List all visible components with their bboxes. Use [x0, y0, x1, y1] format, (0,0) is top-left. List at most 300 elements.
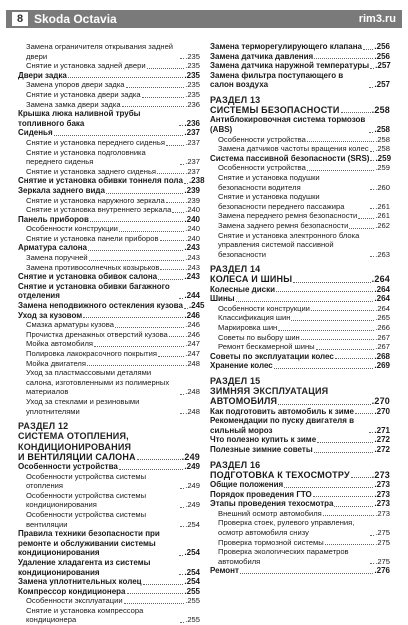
dot-leader [314, 58, 373, 59]
toc-entry[interactable] [210, 490, 390, 500]
entry-title: Снятие и установка подголовника переднего сиденья [26, 147, 146, 167]
page-ref: .235 [185, 61, 200, 71]
toc-entry[interactable] [18, 462, 200, 472]
page-ref: .264 [374, 294, 390, 304]
section-entry[interactable] [210, 470, 390, 480]
toc-entry[interactable] [210, 285, 390, 295]
page-ref: .237 [184, 128, 200, 138]
dot-leader [137, 459, 181, 460]
page-ref: .243 [185, 253, 200, 263]
toc-entry[interactable] [18, 61, 200, 71]
toc-entry[interactable] [18, 301, 205, 311]
dot-leader [166, 202, 185, 203]
toc-entry[interactable] [18, 253, 200, 263]
toc-entry[interactable] [210, 566, 390, 576]
page-ref: .273 [374, 480, 390, 490]
page-ref: .240 [185, 233, 200, 243]
entry-title: Мойка двигателя [26, 358, 86, 368]
page-ref: .275 [375, 527, 390, 537]
entry-title: Замена неподвижного остекления кузова [18, 301, 183, 311]
page-ref: .237 [185, 166, 200, 176]
entry-title: Замена поручней [26, 253, 88, 263]
toc-entry[interactable] [210, 231, 390, 260]
page-ref: .255 [184, 586, 200, 596]
toc-entry[interactable] [210, 407, 390, 417]
entry-title: Удаление хладагента из системы кондиционирования [18, 557, 151, 577]
toc-entry[interactable] [18, 596, 200, 606]
page-ref: .246 [185, 320, 200, 330]
page-ref: .273 [374, 489, 390, 499]
entry-title: Этапы проведения техосмотра [210, 499, 334, 509]
dot-leader [370, 189, 374, 190]
toc-entry[interactable] [210, 163, 390, 173]
toc-entry[interactable] [210, 538, 390, 548]
dot-leader [363, 49, 373, 50]
entry-title: Проверка тормозной системы [218, 537, 324, 547]
page-ref: .260 [375, 182, 390, 192]
toc-entry[interactable] [18, 320, 200, 330]
dot-leader [236, 301, 374, 302]
entry-title: Зеркала заднего вида [18, 185, 105, 195]
toc-entry[interactable] [210, 435, 390, 445]
toc-column-right [210, 42, 390, 576]
entry-title: Советы по выбору шин [218, 332, 300, 342]
page-ref: .270 [371, 396, 390, 407]
toc-entry[interactable] [210, 135, 390, 145]
toc-entry[interactable] [210, 499, 390, 509]
toc-entry[interactable] [18, 368, 200, 397]
toc-entry[interactable] [18, 215, 200, 225]
page-ref: .258 [371, 105, 390, 116]
toc-entry[interactable] [210, 509, 390, 519]
entry-title: Особенности устройства системы отопления [26, 471, 147, 491]
page-ref: .273 [374, 499, 390, 509]
entry-title: Особенности устройства системы кондиционирования [26, 490, 147, 510]
entry-title: Полезные зимние советы [210, 445, 313, 455]
page-number: 8 [12, 12, 28, 26]
toc-entry[interactable] [210, 61, 390, 71]
toc-entry[interactable] [210, 313, 390, 323]
toc-entry[interactable] [210, 221, 390, 231]
page-ref: .271 [374, 425, 390, 435]
page-ref: .264 [375, 303, 390, 313]
entry-title: Замена уплотнительных колец [18, 577, 142, 587]
toc-entry[interactable] [210, 294, 390, 304]
site-name: rim3.ru [358, 13, 396, 25]
dot-leader [180, 413, 184, 414]
entry-title: Система пассивной безопасности (SRS) [210, 153, 370, 163]
toc-entry[interactable] [18, 587, 200, 597]
entry-title: Снятие и установка компрессора кондиционера [26, 605, 144, 625]
page-ref: .243 [184, 243, 200, 253]
entry-title: Особенности эксплуатации [26, 596, 123, 606]
toc-entry[interactable] [18, 224, 200, 234]
page-ref: .255 [185, 615, 200, 625]
page-ref: .249 [181, 451, 200, 462]
dot-leader [122, 106, 185, 107]
page-ref: .258 [375, 134, 390, 144]
dot-leader [274, 368, 374, 369]
toc-entry[interactable] [210, 352, 390, 362]
entry-title: Особенности конструкции [218, 303, 310, 313]
dot-leader [293, 282, 370, 283]
dot-leader [169, 336, 184, 337]
page-ref: .265 [375, 313, 390, 323]
toc-entry[interactable] [18, 80, 200, 90]
toc-entry[interactable] [18, 138, 200, 148]
toc-entry[interactable] [18, 558, 200, 577]
entry-title: Замена упоров двери задка [26, 80, 125, 90]
entry-title: Прочистка дренажных отверстий кузова [26, 329, 168, 339]
entry-title: Порядок проведения ГТО [210, 489, 312, 499]
section-title-line: КОЛЕСА И ШИНЫ [210, 274, 293, 285]
toc-entry[interactable] [18, 330, 200, 340]
page-ref: .246 [184, 310, 200, 320]
page-ref: .267 [375, 332, 390, 342]
dot-leader [147, 68, 185, 69]
entry-title: Замена датчиков частоты вращения колес [218, 144, 369, 154]
entry-title: Особенности устройства [218, 163, 306, 173]
page-ref: .258 [374, 124, 390, 134]
page-ref: .238 [188, 176, 205, 186]
dot-leader [323, 515, 374, 516]
dot-leader [317, 442, 373, 443]
section-title-line: И ВЕНТИЛЯЦИИ САЛОНА [18, 451, 136, 462]
dot-leader [87, 365, 184, 366]
section-number: РАЗДЕЛ 13 [210, 94, 261, 105]
page-ref: .243 [185, 262, 200, 272]
dot-leader [276, 291, 373, 292]
entry-title: Снятие и установка двери задка [26, 89, 141, 99]
page-ref: .275 [375, 556, 390, 566]
entry-title: Что полезно купить к зиме [210, 435, 317, 445]
dot-leader [335, 358, 374, 359]
page-ref: .236 [185, 99, 200, 109]
toc-entry[interactable] [210, 42, 390, 52]
page-ref: .264 [371, 274, 390, 285]
toc-entry[interactable] [18, 100, 200, 110]
page-ref: .256 [374, 51, 390, 61]
dot-leader [180, 622, 184, 623]
toc-entry[interactable] [210, 52, 390, 62]
dot-leader [180, 507, 184, 508]
page-ref: .249 [185, 500, 200, 510]
dot-leader [370, 208, 374, 209]
toc-entry[interactable] [210, 304, 390, 314]
page-ref: .249 [184, 461, 200, 471]
entry-title: Снятие и установка наружного зеркала [26, 195, 165, 205]
toc-entry[interactable] [18, 359, 200, 369]
dot-leader [240, 573, 373, 574]
dot-leader [160, 240, 185, 241]
toc-entry[interactable] [210, 342, 390, 352]
page-ref: .269 [374, 361, 390, 371]
dot-leader [325, 544, 375, 545]
dot-leader [369, 87, 373, 88]
toc-entry[interactable] [18, 205, 200, 215]
dot-leader [355, 413, 373, 414]
toc-entry[interactable] [18, 167, 200, 177]
toc-entry[interactable] [18, 186, 200, 196]
section-title-line: СИСТЕМА ОТОПЛЕНИЯ, [18, 431, 129, 442]
toc-entry[interactable] [210, 547, 390, 566]
page-ref: .272 [374, 445, 390, 455]
page-ref: .258 [375, 144, 390, 154]
toc-entry[interactable] [18, 472, 200, 491]
dot-leader [316, 349, 375, 350]
toc-entry[interactable] [210, 173, 390, 192]
toc-entry[interactable] [210, 333, 390, 343]
section-title-line: ЗИМНЯЯ ЭКСПЛУАТАЦИЯ [210, 386, 329, 397]
dot-leader [358, 218, 374, 219]
dot-leader [369, 432, 373, 433]
dot-leader [54, 135, 184, 136]
toc-entry[interactable] [210, 115, 390, 134]
page-ref: .254 [184, 548, 200, 558]
entry-title: Панель приборов [18, 214, 89, 224]
dot-leader [180, 488, 184, 489]
page-ref: .261 [375, 211, 390, 221]
dot-leader [278, 330, 374, 331]
dot-leader [89, 260, 185, 261]
toc-entry[interactable] [18, 109, 200, 128]
page-ref: .249 [185, 481, 200, 491]
entry-title: Проверка стоек, рулевого управления, осмотр автомобиля снизу [218, 518, 355, 537]
toc-entry[interactable] [18, 71, 200, 81]
page-ref: .268 [374, 351, 390, 361]
toc-entry[interactable] [18, 272, 200, 282]
page-ref: .255 [185, 596, 200, 606]
page-ref: .237 [185, 137, 200, 147]
entry-title: Снятие и установка обивок салона [18, 272, 158, 282]
page-ref: .235 [185, 51, 200, 61]
dot-leader [94, 346, 184, 347]
entry-title: Особенности конструкции [26, 224, 118, 234]
entry-title: Замена датчика давления [210, 51, 314, 61]
toc-entry[interactable] [210, 361, 390, 371]
dot-leader [301, 339, 374, 340]
entry-title: Замена датчика наружной температуры [210, 61, 370, 71]
toc-entry[interactable] [210, 323, 390, 333]
entry-title: Как подготовить автомобиль к зиме [210, 406, 354, 416]
dot-leader [127, 593, 184, 594]
page-ref: .259 [375, 153, 392, 163]
dot-leader [142, 97, 185, 98]
entry-title: Замена заднего ремня безопасности [218, 220, 349, 230]
dot-leader [184, 308, 188, 309]
dot-leader [278, 404, 371, 405]
toc-entry[interactable] [18, 577, 200, 587]
section-number: РАЗДЕЛ 12 [18, 421, 69, 432]
book-title: Skoda Octavia [34, 12, 117, 26]
dot-leader [313, 496, 374, 497]
dot-leader [291, 320, 374, 321]
dot-leader [370, 256, 374, 257]
entry-title: Арматура салона [18, 243, 87, 253]
page-ref: .235 [184, 70, 200, 80]
page-ref: .247 [185, 349, 200, 358]
dot-leader [68, 77, 184, 78]
dot-leader [119, 469, 184, 470]
section-title-line: АВТОМОБИЛЯ [210, 396, 278, 407]
page-ref: .256 [374, 42, 390, 51]
dot-leader [370, 151, 375, 152]
entry-title: Ремонт бескамерной шины [218, 342, 315, 352]
toc-entry[interactable] [18, 349, 200, 359]
toc-entry[interactable] [18, 196, 200, 206]
entry-title: Уход за пластмассовыми деталями салона, изготовленными из полимерных материалов [26, 368, 170, 397]
entry-title: Особенности устройства [18, 461, 118, 471]
entry-title: Замена противосолнечных козырьков [26, 262, 160, 272]
page-ref: .262 [375, 220, 390, 230]
entry-title: Снятие и установка панели приборов [26, 233, 159, 243]
toc-entry[interactable] [210, 71, 390, 90]
entry-title: Антиблокировочная система тормозов (ABS) [210, 115, 366, 134]
section-entry[interactable] [18, 452, 200, 462]
dot-leader [158, 279, 183, 280]
dot-leader [179, 125, 183, 126]
toc-entry[interactable] [210, 445, 390, 455]
entry-title: Двери задка [18, 70, 67, 80]
page-header [6, 10, 402, 28]
entry-title: Уход за стеклами и резиновыми уплотнителями [26, 396, 140, 416]
entry-title: Снятие и установка внутреннего зеркала [26, 205, 172, 215]
page-ref: .276 [374, 566, 390, 576]
page-ref: .273 [375, 508, 390, 518]
page-ref: .248 [185, 358, 200, 368]
page-ref: .275 [375, 537, 390, 547]
page-ref: .240 [184, 214, 200, 224]
toc-entry[interactable] [18, 176, 205, 186]
page-ref: .248 [185, 406, 200, 416]
toc-entry[interactable] [18, 397, 200, 416]
entry-title: Снятие и установка подушки безопасности водителя [218, 172, 320, 192]
dot-leader [115, 327, 184, 328]
toc-entry[interactable] [210, 416, 390, 435]
entry-title: Мойка автомобиля [26, 339, 93, 349]
section-title-line: СИСТЕМЫ БЕЗОПАСНОСТИ [210, 105, 340, 116]
toc-entry[interactable] [18, 128, 200, 138]
page-ref: .235 [185, 80, 200, 90]
dot-leader [370, 535, 374, 536]
dot-leader [184, 183, 188, 184]
dot-leader [369, 132, 373, 133]
page-ref: .246 [185, 329, 200, 339]
toc-entry[interactable] [18, 243, 200, 253]
toc-entry[interactable] [18, 529, 200, 558]
toc-entry[interactable] [18, 90, 200, 100]
page-ref: .247 [185, 339, 200, 349]
page-ref: .273 [371, 469, 390, 480]
page-ref: .245 [188, 301, 205, 311]
page-ref: .270 [374, 406, 390, 416]
toc-entry[interactable] [18, 311, 200, 321]
entry-title: Сиденья [18, 128, 53, 138]
dot-leader [180, 394, 184, 395]
page-ref: .236 [184, 118, 200, 128]
toc-entry[interactable] [210, 144, 390, 154]
page-ref: .272 [374, 435, 390, 445]
entry-title: Классификация шин [218, 313, 291, 323]
entry-title: Советы по эксплуатации колес [210, 351, 334, 361]
section-number: РАЗДЕЛ 15 [210, 376, 261, 387]
toc-entry[interactable] [18, 263, 200, 273]
dot-leader [179, 555, 183, 556]
toc-entry[interactable] [210, 211, 390, 221]
page-ref: .239 [184, 185, 200, 195]
page-ref: .254 [184, 567, 200, 577]
toc-entry[interactable] [18, 510, 200, 529]
toc-entry[interactable] [18, 234, 200, 244]
dot-leader [314, 452, 374, 453]
page-ref: .235 [185, 89, 200, 99]
dot-leader [349, 228, 374, 229]
page-ref: .244 [184, 291, 200, 301]
section-entry[interactable] [210, 105, 390, 115]
section-title-line: ПОДГОТОВКА К ТЕХОСМОТРУ [210, 469, 350, 480]
section-entry[interactable] [210, 396, 390, 406]
page-ref: .264 [374, 284, 390, 294]
entry-title: Особенности устройства системы вентиляции [26, 509, 147, 529]
dot-leader [180, 58, 184, 59]
page-ref: .240 [185, 205, 200, 215]
page-ref: .243 [184, 272, 200, 282]
dot-leader [179, 574, 183, 575]
entry-title: Снятие и установка переднего сиденья [26, 137, 165, 147]
page-ref: .254 [184, 577, 200, 587]
entry-title: Ремонт [210, 566, 239, 576]
section-entry[interactable] [210, 274, 390, 284]
toc-entry[interactable] [210, 192, 390, 211]
dot-leader [157, 173, 184, 174]
toc-entry[interactable] [18, 606, 200, 625]
entry-title: Компрессор кондиционера [18, 586, 126, 596]
entry-title: Рекомендации по пуску двигателя в сильный мороз [210, 416, 355, 435]
dot-leader [172, 212, 184, 213]
entry-title: Снятие и установка задней двери [26, 61, 146, 71]
dot-leader [180, 164, 184, 165]
dot-leader [158, 356, 184, 357]
toc-entry[interactable] [210, 518, 390, 537]
dot-leader [307, 170, 374, 171]
toc-entry[interactable] [18, 42, 200, 61]
page-ref: .263 [375, 249, 390, 259]
toc-entry[interactable] [18, 491, 200, 510]
dot-leader [90, 221, 184, 222]
page-ref: .261 [375, 201, 390, 211]
entry-title: Снятие и установка обивки багажного отделения [18, 281, 170, 301]
toc-entry[interactable] [18, 148, 200, 167]
toc-entry[interactable] [210, 154, 390, 164]
page-ref: .259 [375, 163, 390, 173]
dot-leader [311, 310, 374, 311]
dot-leader [106, 193, 183, 194]
toc-entry[interactable] [18, 339, 200, 349]
entry-title: Особенности устройства [218, 134, 306, 144]
entry-title: Замена переднего ремня безопасности [218, 211, 358, 221]
toc-entry[interactable] [18, 282, 200, 301]
dot-leader [88, 250, 183, 251]
toc-entry[interactable] [210, 480, 390, 490]
page-ref: .237 [185, 157, 200, 167]
entry-title: Колесные диски [210, 284, 276, 294]
dot-leader [83, 317, 183, 318]
page-ref: .248 [185, 387, 200, 397]
entry-title: Снятие и установка заднего сиденья [26, 166, 157, 176]
entry-title: Смазка арматуры кузова [26, 320, 114, 330]
dot-leader [370, 160, 374, 161]
dot-leader [284, 487, 373, 488]
